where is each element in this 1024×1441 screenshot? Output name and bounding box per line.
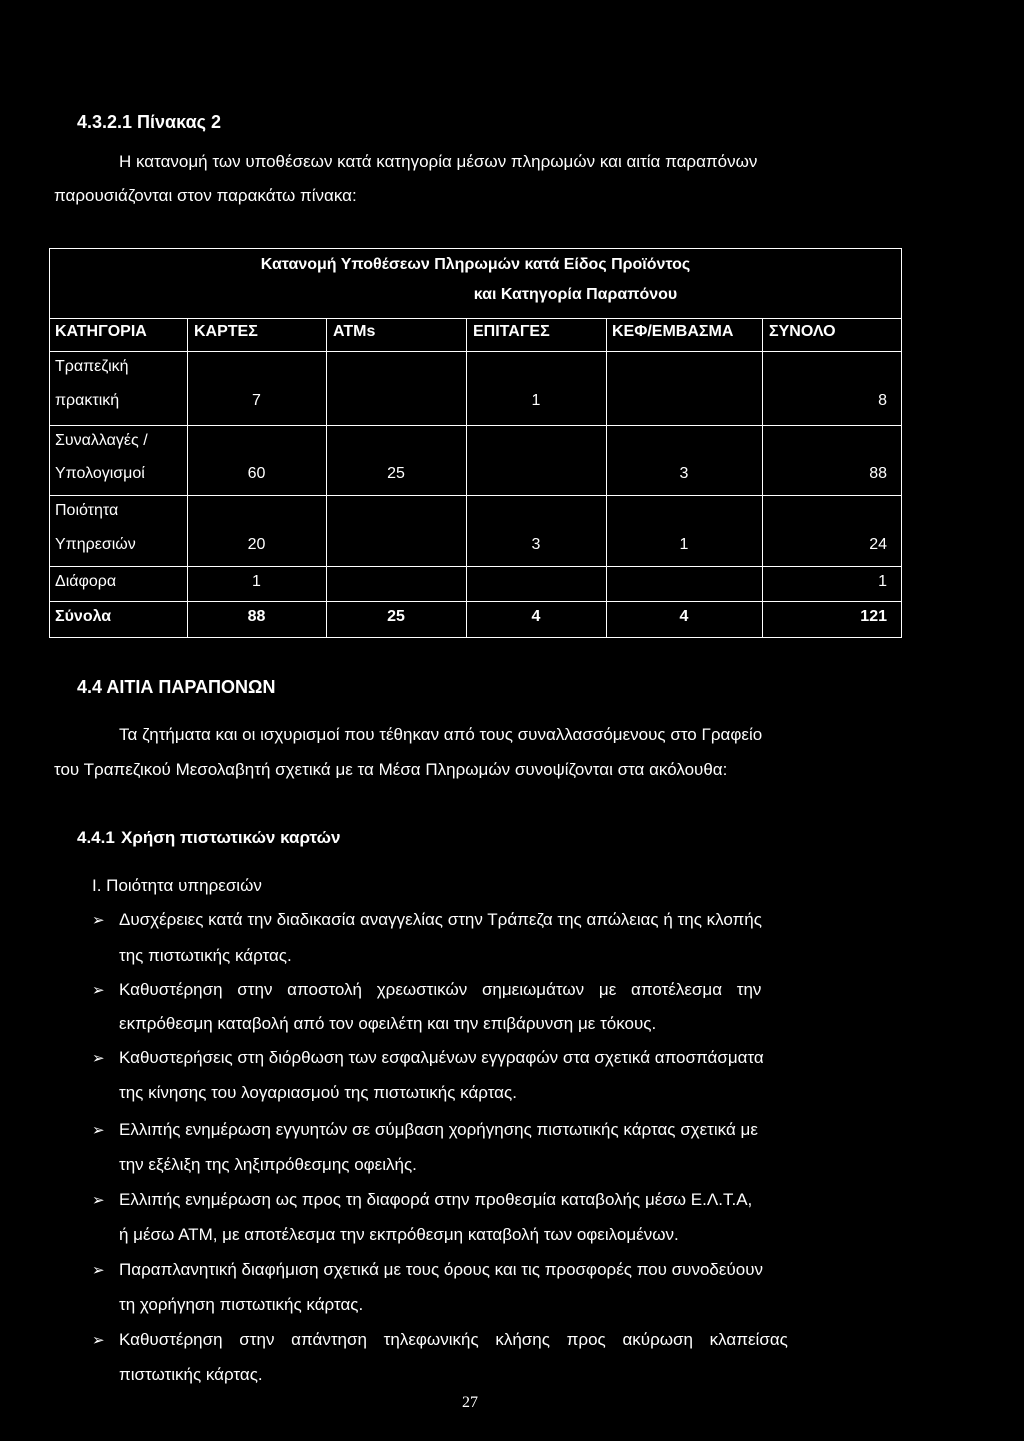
page-number: 27 [462,1394,478,1411]
table-cell: 8 [878,392,887,409]
list-item: Ελλιπής ενημέρωση εγγυητών σε σύμβαση χορήγησης πιστωτικής κάρτας σχετικά με [119,1120,758,1139]
arrow-bullet-icon: ➢ [92,912,105,929]
table-header-remittance: ΚΕΦ/ΕΜΒΑΣΜΑ [612,323,734,340]
list-item: εκπρόθεσμη καταβολή από τον οφειλέτη και την επιβάρυνση με τόκους. [119,1014,657,1033]
section-4-4-text-line-2: του Τραπεζικού Μεσολαβητή σχετικά με τα Μέσα Πληρωμών συνοψίζονται στα ακόλουθα: [54,760,728,779]
subheading-service-quality: Ι. Ποιότητα υπηρεσιών [92,876,262,895]
table-title-line-2: και Κατηγορία Παραπόνου [473,286,678,303]
table-cell: 25 [387,465,405,482]
list-item: την εξέλιξη της ληξιπρόθεσμης οφειλής. [119,1155,417,1174]
intro-line-2: παρουσιάζονται στον παρακάτω πίνακα: [54,186,357,205]
table-total-cell: 88 [247,608,266,625]
table-cell: 1 [252,573,261,590]
table-title-line-1: Κατανομή Υποθέσεων Πληρωμών κατά Είδος Προϊόντος [260,256,691,273]
table-row-label: Ποιότητα [55,502,119,519]
table-header-cards: ΚΑΡΤΕΣ [194,323,258,340]
list-item: Καθυστέρηση στην αποστολή χρεωστικών σημειωμάτων με αποτέλεσμα την [119,980,762,999]
list-item: της πιστωτικής κάρτας. [119,946,292,965]
table-row-label: Τραπεζική [55,358,129,375]
table-cell: 3 [679,465,689,482]
list-item: τη χορήγηση πιστωτικής κάρτας. [119,1295,364,1314]
table-row-label: πρακτική [55,392,120,409]
table-cell: 7 [252,392,261,409]
arrow-bullet-icon: ➢ [92,1122,105,1139]
list-item: Ελλιπής ενημέρωση ως προς τη διαφορά στην προθεσμία καταβολής μέσω Ε.Λ.Τ.Α, [119,1190,753,1209]
section-4-4-1-number: 4.4.1 [77,828,115,847]
arrow-bullet-icon: ➢ [92,982,105,999]
table-row-label: Υπολογισμοί [55,465,145,482]
table-header-total: ΣΥΝΟΛΟ [769,323,836,340]
table-header-atms: ATMs [333,323,376,340]
table-total-cell: 121 [860,608,887,625]
list-item: ή μέσω ΑΤΜ, με αποτέλεσμα την εκπρόθεσμη καταβολή των οφειλομένων. [119,1225,679,1244]
table-cell: 3 [531,536,541,553]
table-total-cell: 4 [531,608,541,625]
table-cell: 1 [679,536,689,553]
arrow-bullet-icon: ➢ [92,1262,105,1279]
table-row-label: Συναλλαγές / [55,432,148,449]
table-total-cell: 4 [679,608,689,625]
table-header-category: ΚΑΤΗΓΟΡΙΑ [55,323,147,340]
list-item: πιστωτικής κάρτας. [119,1365,263,1384]
arrow-bullet-icon: ➢ [92,1050,105,1067]
arrow-bullet-icon: ➢ [92,1332,105,1349]
list-item: της κίνησης του λογαριασμού της πιστωτικής κάρτας. [119,1083,517,1102]
table-cell: 1 [531,392,541,409]
section-4-4-text-line-1: Τα ζητήματα και οι ισχυρισμοί που τέθηκαν από τους συναλλασσόμενους στο Γραφείο [119,725,763,744]
section-4-4-heading: 4.4 ΑΙΤΙΑ ΠΑΡΑΠΟΝΩΝ [77,677,276,697]
payments-complaints-table [49,248,902,638]
arrow-bullet-icon: ➢ [92,1192,105,1209]
table-row-label: Υπηρεσιών [55,536,136,553]
table-totals-label: Σύνολα [55,608,112,625]
table-cell: 88 [869,465,887,482]
table-cell: 1 [878,573,887,590]
table-cell: 20 [247,536,266,553]
list-item: Δυσχέρειες κατά την διαδικασία αναγγελίας στην Τράπεζα της απώλειας ή της κλοπής [119,910,762,929]
table-total-cell: 25 [387,608,405,625]
list-item: Παραπλανητική διαφήμιση σχετικά με τους όρους και τις προσφορές που συνοδεύουν [119,1260,763,1279]
list-item: Καθυστερήσεις στη διόρθωση των εσφαλμένων εγγραφών στα σχετικά αποσπάσματα [119,1048,764,1067]
table-header-cheques: ΕΠΙΤΑΓΕΣ [473,323,550,340]
list-item: Καθυστέρηση στην απάντηση τηλεφωνικής κλήσης προς ακύρωση κλαπείσας [119,1330,788,1349]
intro-line-1: Η κατανομή των υποθέσεων κατά κατηγορία μέσων πληρωμών και αιτία παραπόνων [119,152,758,171]
table-cell: 60 [247,465,266,482]
section-4-4-1-title: Χρήση πιστωτικών καρτών [121,828,341,847]
table-section-heading: 4.3.2.1 Πίνακας 2 [77,112,221,132]
table-row-label: Διάφορα [55,573,117,590]
table-cell: 24 [869,536,887,553]
